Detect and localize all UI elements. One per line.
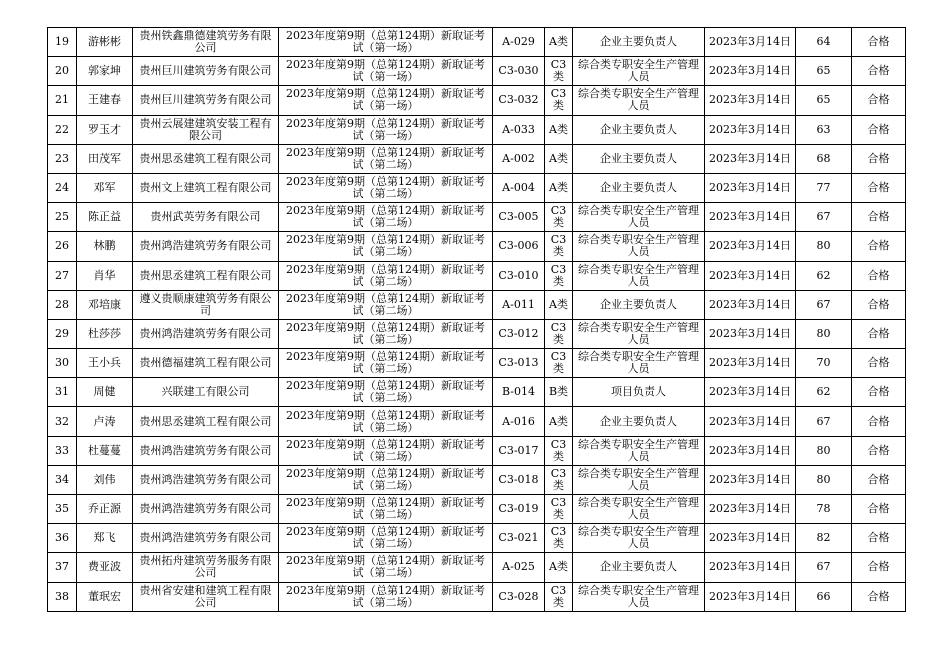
exam-code-cell: C3-013 (493, 349, 545, 378)
category-cell: B类 (545, 378, 573, 407)
exam-session-cell: 2023年度第9期（总第124期）新取证考试（第二场） (279, 378, 493, 407)
category-cell: A类 (545, 407, 573, 436)
position-cell: 企业主要负责人 (573, 407, 705, 436)
name-cell: 周健 (77, 378, 133, 407)
name-cell: 王建春 (77, 86, 133, 115)
category-cell: C3类 (545, 203, 573, 232)
company-cell: 贵州鸿浩建筑劳务有限公司 (133, 436, 279, 465)
table-row (48, 232, 906, 261)
exam-code-cell: C3-032 (493, 86, 545, 115)
result-cell: 合格 (852, 349, 906, 378)
exam-code-cell: C3-018 (493, 465, 545, 494)
score-cell: 80 (796, 232, 852, 261)
exam-session-cell: 2023年度第9期（总第124期）新取证考试（第二场） (279, 319, 493, 348)
company-cell: 贵州鸿浩建筑劳务有限公司 (133, 465, 279, 494)
result-cell: 合格 (852, 378, 906, 407)
position-cell: 综合类专职安全生产管理人员 (573, 436, 705, 465)
exam-date-cell: 2023年3月14日 (705, 261, 796, 290)
company-cell: 贵州鸿浩建筑劳务有限公司 (133, 319, 279, 348)
name-cell: 罗玉才 (77, 115, 133, 144)
score-cell: 63 (796, 115, 852, 144)
score-cell: 70 (796, 349, 852, 378)
table-row (48, 290, 906, 319)
result-cell: 合格 (852, 203, 906, 232)
row-number-cell: 26 (48, 232, 77, 261)
score-cell: 67 (796, 553, 852, 582)
result-cell: 合格 (852, 115, 906, 144)
company-cell: 贵州铁鑫鼎德建筑劳务有限公司 (133, 28, 279, 57)
score-cell: 66 (796, 582, 852, 611)
category-cell: A类 (545, 115, 573, 144)
row-number-cell: 28 (48, 290, 77, 319)
company-cell: 贵州思丞建筑工程有限公司 (133, 144, 279, 173)
position-cell: 企业主要负责人 (573, 28, 705, 57)
exam-date-cell: 2023年3月14日 (705, 378, 796, 407)
exam-code-cell: C3-012 (493, 319, 545, 348)
row-number-cell: 25 (48, 203, 77, 232)
result-cell: 合格 (852, 144, 906, 173)
result-cell: 合格 (852, 290, 906, 319)
exam-date-cell: 2023年3月14日 (705, 349, 796, 378)
table-row (48, 86, 906, 115)
exam-date-cell: 2023年3月14日 (705, 203, 796, 232)
position-cell: 综合类专职安全生产管理人员 (573, 86, 705, 115)
category-cell: C3类 (545, 349, 573, 378)
result-cell: 合格 (852, 319, 906, 348)
score-cell: 64 (796, 28, 852, 57)
exam-session-cell: 2023年度第9期（总第124期）新取证考试（第二场） (279, 553, 493, 582)
name-cell: 林鹏 (77, 232, 133, 261)
score-cell: 67 (796, 407, 852, 436)
category-cell: C3类 (545, 465, 573, 494)
score-cell: 65 (796, 57, 852, 86)
table-row (48, 407, 906, 436)
table-row (48, 319, 906, 348)
exam-session-cell: 2023年度第9期（总第124期）新取证考试（第一场） (279, 115, 493, 144)
row-number-cell: 34 (48, 465, 77, 494)
exam-code-cell: A-011 (493, 290, 545, 319)
position-cell: 综合类专职安全生产管理人员 (573, 582, 705, 611)
result-cell: 合格 (852, 553, 906, 582)
exam-session-cell: 2023年度第9期（总第124期）新取证考试（第二场） (279, 349, 493, 378)
category-cell: C3类 (545, 57, 573, 86)
company-cell: 贵州文上建筑工程有限公司 (133, 173, 279, 202)
table-row (48, 465, 906, 494)
category-cell: C3类 (545, 319, 573, 348)
exam-session-cell: 2023年度第9期（总第124期）新取证考试（第二场） (279, 203, 493, 232)
category-cell: A类 (545, 290, 573, 319)
exam-session-cell: 2023年度第9期（总第124期）新取证考试（第一场） (279, 28, 493, 57)
row-number-cell: 27 (48, 261, 77, 290)
position-cell: 综合类专职安全生产管理人员 (573, 319, 705, 348)
exam-session-cell: 2023年度第9期（总第124期）新取证考试（第二场） (279, 436, 493, 465)
name-cell: 杜莎莎 (77, 319, 133, 348)
row-number-cell: 33 (48, 436, 77, 465)
exam-session-cell: 2023年度第9期（总第124期）新取证考试（第二场） (279, 407, 493, 436)
row-number-cell: 19 (48, 28, 77, 57)
row-number-cell: 35 (48, 495, 77, 524)
exam-code-cell: C3-019 (493, 495, 545, 524)
exam-date-cell: 2023年3月14日 (705, 86, 796, 115)
exam-code-cell: A-002 (493, 144, 545, 173)
category-cell: C3类 (545, 232, 573, 261)
company-cell: 贵州省安建和建筑工程有限公司 (133, 582, 279, 611)
position-cell: 综合类专职安全生产管理人员 (573, 57, 705, 86)
row-number-cell: 29 (48, 319, 77, 348)
result-cell: 合格 (852, 86, 906, 115)
score-cell: 67 (796, 290, 852, 319)
position-cell: 企业主要负责人 (573, 144, 705, 173)
company-cell: 贵州思丞建筑工程有限公司 (133, 407, 279, 436)
score-cell: 82 (796, 524, 852, 553)
name-cell: 邓培康 (77, 290, 133, 319)
company-cell: 贵州巨川建筑劳务有限公司 (133, 86, 279, 115)
score-cell: 77 (796, 173, 852, 202)
exam-session-cell: 2023年度第9期（总第124期）新取证考试（第二场） (279, 261, 493, 290)
row-number-cell: 37 (48, 553, 77, 582)
exam-date-cell: 2023年3月14日 (705, 232, 796, 261)
category-cell: C3类 (545, 436, 573, 465)
category-cell: A类 (545, 144, 573, 173)
name-cell: 郭家坤 (77, 57, 133, 86)
result-cell: 合格 (852, 436, 906, 465)
position-cell: 综合类专职安全生产管理人员 (573, 524, 705, 553)
exam-date-cell: 2023年3月14日 (705, 553, 796, 582)
exam-date-cell: 2023年3月14日 (705, 144, 796, 173)
result-cell: 合格 (852, 495, 906, 524)
result-cell: 合格 (852, 232, 906, 261)
score-cell: 80 (796, 465, 852, 494)
result-cell: 合格 (852, 407, 906, 436)
position-cell: 综合类专职安全生产管理人员 (573, 349, 705, 378)
table-row (48, 524, 906, 553)
exam-code-cell: A-029 (493, 28, 545, 57)
name-cell: 杜蔓蔓 (77, 436, 133, 465)
company-cell: 贵州思丞建筑工程有限公司 (133, 261, 279, 290)
name-cell: 邓军 (77, 173, 133, 202)
table-row (48, 173, 906, 202)
result-cell: 合格 (852, 465, 906, 494)
table-row (48, 582, 906, 611)
name-cell: 肖华 (77, 261, 133, 290)
exam-code-cell: B-014 (493, 378, 545, 407)
exam-code-cell: C3-010 (493, 261, 545, 290)
exam-date-cell: 2023年3月14日 (705, 436, 796, 465)
exam-session-cell: 2023年度第9期（总第124期）新取证考试（第二场） (279, 582, 493, 611)
name-cell: 陈正益 (77, 203, 133, 232)
category-cell: C3类 (545, 524, 573, 553)
name-cell: 田茂军 (77, 144, 133, 173)
name-cell: 乔正源 (77, 495, 133, 524)
row-number-cell: 38 (48, 582, 77, 611)
category-cell: A类 (545, 173, 573, 202)
table-row (48, 144, 906, 173)
position-cell: 企业主要负责人 (573, 290, 705, 319)
exam-date-cell: 2023年3月14日 (705, 582, 796, 611)
table-body (48, 28, 906, 612)
exam-session-cell: 2023年度第9期（总第124期）新取证考试（第二场） (279, 144, 493, 173)
exam-session-cell: 2023年度第9期（总第124期）新取证考试（第二场） (279, 465, 493, 494)
exam-session-cell: 2023年度第9期（总第124期）新取证考试（第二场） (279, 173, 493, 202)
company-cell: 兴联建工有限公司 (133, 378, 279, 407)
result-cell: 合格 (852, 57, 906, 86)
row-number-cell: 24 (48, 173, 77, 202)
company-cell: 贵州德福建筑工程有限公司 (133, 349, 279, 378)
result-cell: 合格 (852, 261, 906, 290)
category-cell: A类 (545, 553, 573, 582)
score-cell: 80 (796, 319, 852, 348)
table-row (48, 28, 906, 57)
exam-date-cell: 2023年3月14日 (705, 115, 796, 144)
score-cell: 80 (796, 436, 852, 465)
name-cell: 刘伟 (77, 465, 133, 494)
exam-code-cell: C3-006 (493, 232, 545, 261)
company-cell: 贵州巨川建筑劳务有限公司 (133, 57, 279, 86)
result-cell: 合格 (852, 28, 906, 57)
exam-code-cell: A-004 (493, 173, 545, 202)
result-cell: 合格 (852, 524, 906, 553)
exam-code-cell: C3-028 (493, 582, 545, 611)
category-cell: C3类 (545, 582, 573, 611)
name-cell: 王小兵 (77, 349, 133, 378)
result-cell: 合格 (852, 173, 906, 202)
company-cell: 贵州鸿浩建筑劳务有限公司 (133, 524, 279, 553)
category-cell: C3类 (545, 261, 573, 290)
row-number-cell: 30 (48, 349, 77, 378)
exam-date-cell: 2023年3月14日 (705, 28, 796, 57)
exam-code-cell: A-025 (493, 553, 545, 582)
exam-date-cell: 2023年3月14日 (705, 407, 796, 436)
exam-date-cell: 2023年3月14日 (705, 319, 796, 348)
score-cell: 65 (796, 86, 852, 115)
exam-date-cell: 2023年3月14日 (705, 465, 796, 494)
exam-session-cell: 2023年度第9期（总第124期）新取证考试（第二场） (279, 495, 493, 524)
position-cell: 项目负责人 (573, 378, 705, 407)
exam-date-cell: 2023年3月14日 (705, 173, 796, 202)
exam-date-cell: 2023年3月14日 (705, 524, 796, 553)
category-cell: A类 (545, 28, 573, 57)
exam-date-cell: 2023年3月14日 (705, 290, 796, 319)
score-cell: 62 (796, 378, 852, 407)
table-row (48, 57, 906, 86)
exam-session-cell: 2023年度第9期（总第124期）新取证考试（第二场） (279, 524, 493, 553)
row-number-cell: 32 (48, 407, 77, 436)
table-row (48, 378, 906, 407)
exam-session-cell: 2023年度第9期（总第124期）新取证考试（第一场） (279, 57, 493, 86)
position-cell: 综合类专职安全生产管理人员 (573, 203, 705, 232)
exam-results-table (47, 27, 906, 612)
exam-code-cell: C3-021 (493, 524, 545, 553)
name-cell: 费亚波 (77, 553, 133, 582)
exam-session-cell: 2023年度第9期（总第124期）新取证考试（第二场） (279, 232, 493, 261)
position-cell: 综合类专职安全生产管理人员 (573, 232, 705, 261)
position-cell: 综合类专职安全生产管理人员 (573, 261, 705, 290)
row-number-cell: 20 (48, 57, 77, 86)
exam-code-cell: A-033 (493, 115, 545, 144)
exam-code-cell: A-016 (493, 407, 545, 436)
name-cell: 董珉宏 (77, 582, 133, 611)
result-cell: 合格 (852, 582, 906, 611)
exam-code-cell: C3-005 (493, 203, 545, 232)
exam-date-cell: 2023年3月14日 (705, 57, 796, 86)
name-cell: 游彬彬 (77, 28, 133, 57)
table-row (48, 553, 906, 582)
row-number-cell: 21 (48, 86, 77, 115)
row-number-cell: 31 (48, 378, 77, 407)
table-row (48, 349, 906, 378)
position-cell: 企业主要负责人 (573, 173, 705, 202)
table-row (48, 495, 906, 524)
exam-code-cell: C3-030 (493, 57, 545, 86)
row-number-cell: 36 (48, 524, 77, 553)
category-cell: C3类 (545, 495, 573, 524)
exam-date-cell: 2023年3月14日 (705, 495, 796, 524)
company-cell: 贵州云展建建筑安装工程有限公司 (133, 115, 279, 144)
position-cell: 企业主要负责人 (573, 115, 705, 144)
score-cell: 68 (796, 144, 852, 173)
exam-code-cell: C3-017 (493, 436, 545, 465)
score-cell: 67 (796, 203, 852, 232)
position-cell: 企业主要负责人 (573, 553, 705, 582)
row-number-cell: 22 (48, 115, 77, 144)
company-cell: 遵义贵顺康建筑劳务有限公司 (133, 290, 279, 319)
table-row (48, 115, 906, 144)
exam-session-cell: 2023年度第9期（总第124期）新取证考试（第一场） (279, 86, 493, 115)
score-cell: 78 (796, 495, 852, 524)
table-row (48, 261, 906, 290)
company-cell: 贵州鸿浩建筑劳务有限公司 (133, 232, 279, 261)
company-cell: 贵州武英劳务有限公司 (133, 203, 279, 232)
exam-session-cell: 2023年度第9期（总第124期）新取证考试（第二场） (279, 290, 493, 319)
row-number-cell: 23 (48, 144, 77, 173)
table-row (48, 436, 906, 465)
name-cell: 卢涛 (77, 407, 133, 436)
table-row (48, 203, 906, 232)
company-cell: 贵州鸿浩建筑劳务有限公司 (133, 495, 279, 524)
score-cell: 62 (796, 261, 852, 290)
company-cell: 贵州拓舟建筑劳务服务有限公司 (133, 553, 279, 582)
category-cell: C3类 (545, 86, 573, 115)
position-cell: 综合类专职安全生产管理人员 (573, 495, 705, 524)
name-cell: 郑飞 (77, 524, 133, 553)
position-cell: 综合类专职安全生产管理人员 (573, 465, 705, 494)
